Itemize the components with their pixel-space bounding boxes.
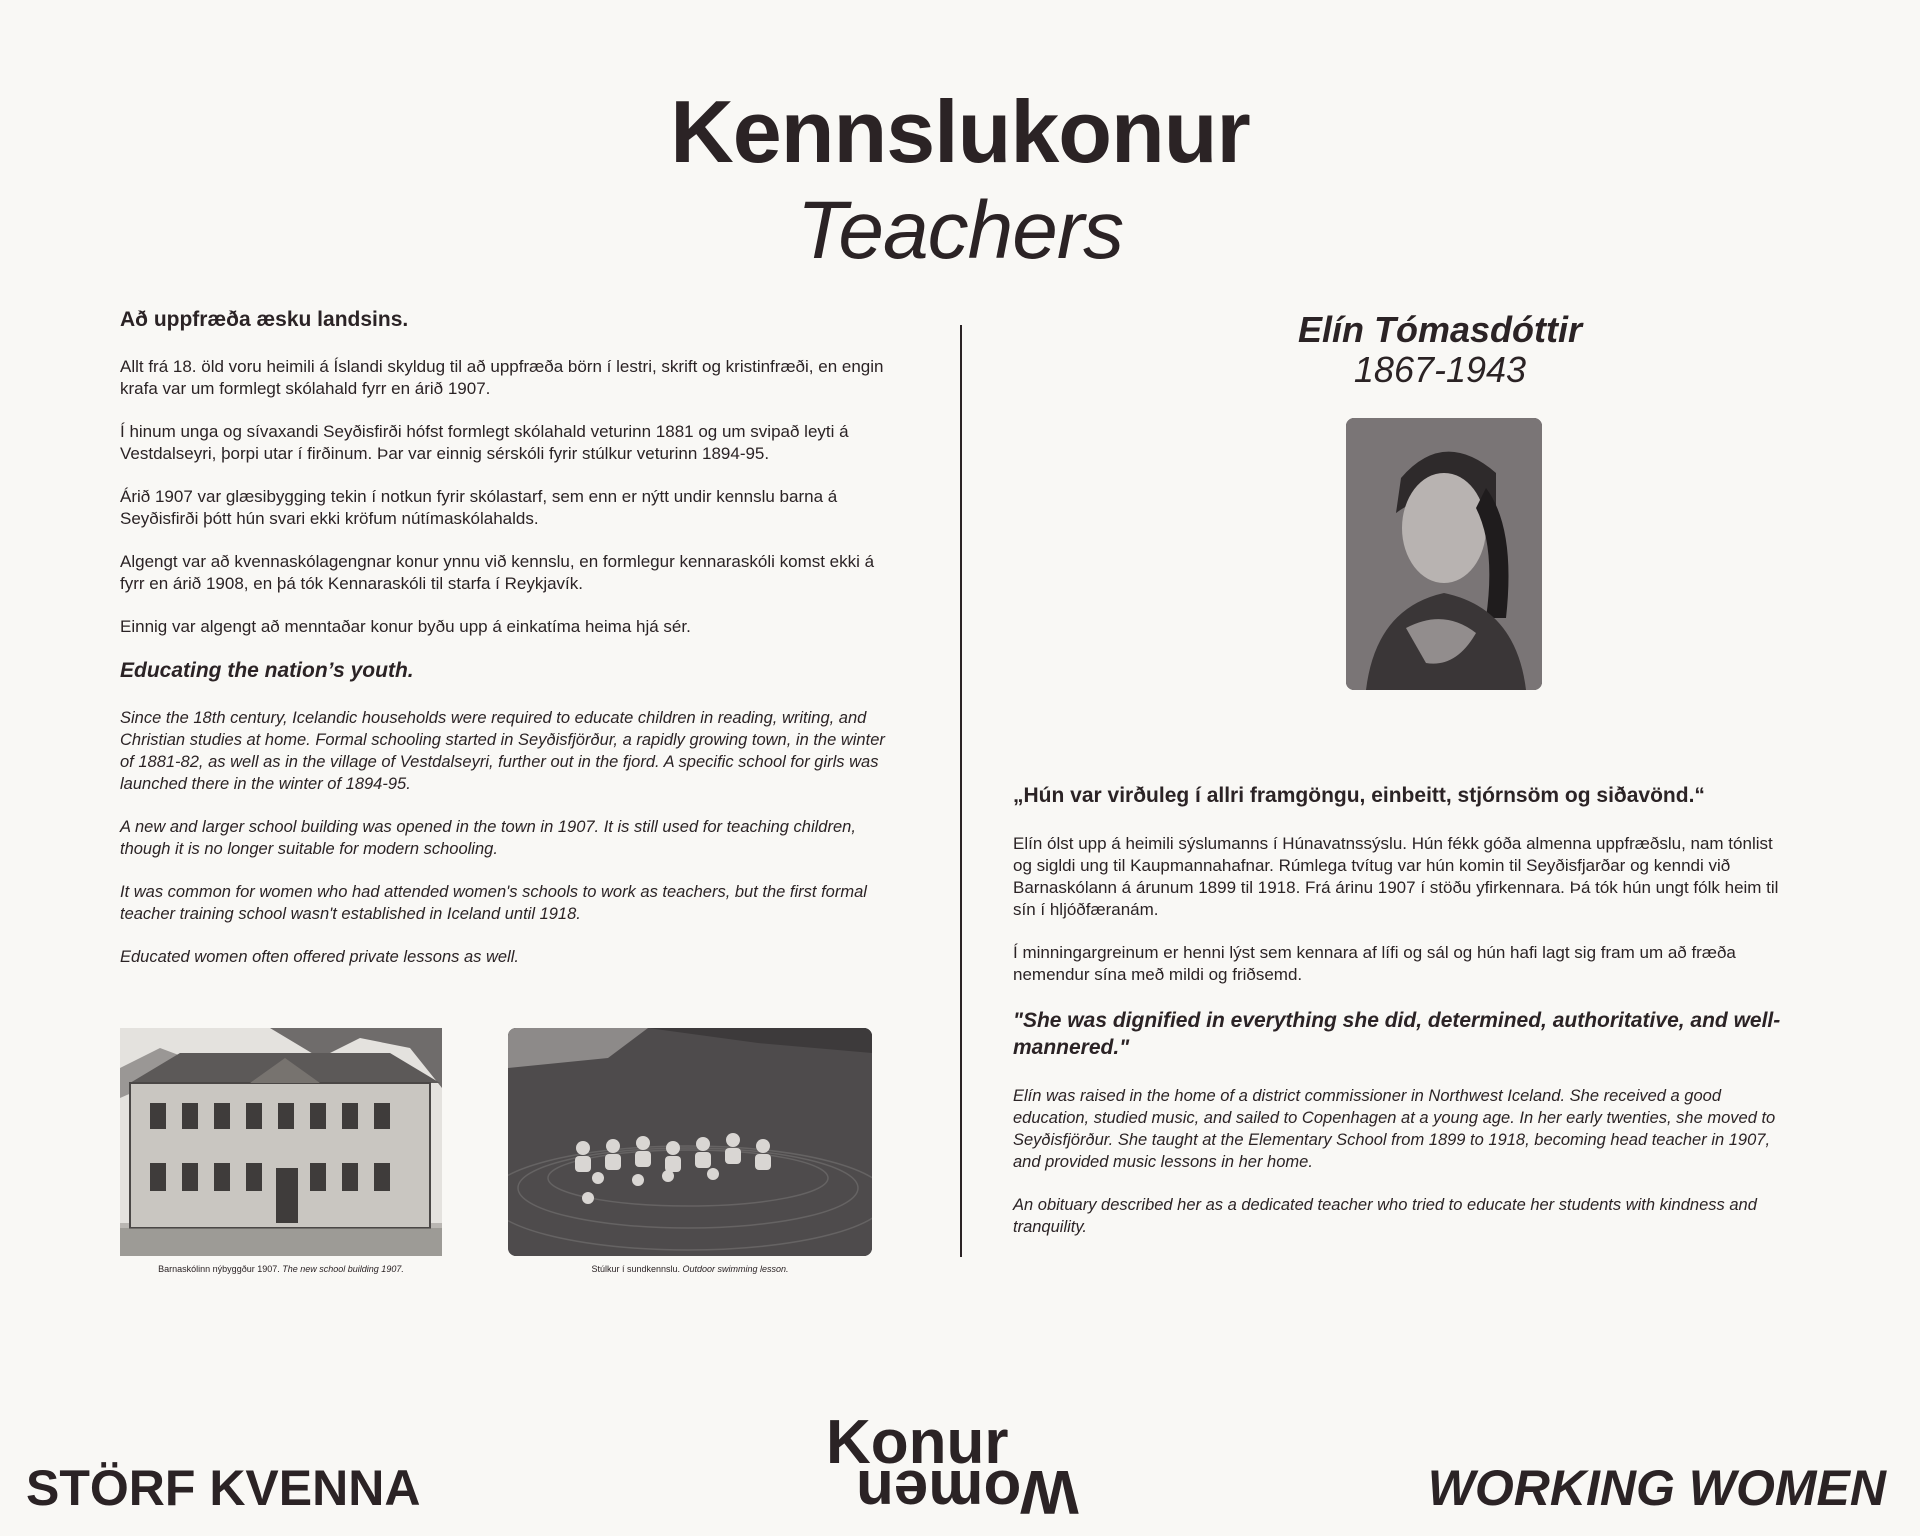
paragraph-en-4: Educated women often offered private lessons as well.	[120, 948, 519, 966]
person-years: 1867-1943	[1353, 349, 1527, 390]
footer-left-label: STÖRF KVENNA	[26, 1460, 421, 1516]
paragraph-is-4: Algengt var að kvennaskólagengnar konur ynnu við kennslu, en formlegur kennaraskóli komst ekki á fyrr en árið 1908, en þá tók Kennaraskóli til starfa í Reykjavík.	[120, 552, 875, 593]
page-subtitle: Teachers	[796, 185, 1124, 276]
column-divider	[960, 325, 962, 1257]
quote-english: "She was dignified in everything she did, determined, authoritative, and well-mannered."	[1013, 1009, 1781, 1059]
footer-right-label: WORKING WOMEN	[1427, 1460, 1886, 1516]
page-title: Kennslukonur	[670, 82, 1250, 181]
school-building-caption: Barnaskólinn nýbyggður 1907. The new school building 1907.	[158, 1264, 404, 1274]
paragraph-en-1: Since the 18th century, Icelandic households were required to educate children in reading, writing, and Christian studies at home. Formal schooling started in Seyðisfjörður, a rapidly growing town, in the winter of 1881-82, as well as in the village of Vestdalseyri, further out in the fjord. A specific school for girls was launched there in the winter of 1894-95.	[120, 709, 885, 793]
logo-women-inverted: Women	[856, 1457, 1079, 1526]
paragraph-is-5: Einnig var algengt að menntaðar konur byðu upp á einkatíma heima hjá sér.	[120, 617, 691, 636]
right-column	[1013, 782, 1793, 1259]
paragraph-en-3: It was common for women who had attended women's schools to work as teachers, but the first formal teacher training school wasn't established in Iceland until 1918.	[120, 883, 867, 923]
bio-en-1: Elín was raised in the home of a district commissioner in Northwest Iceland. She received a good education, studied music, and sailed to Copenhagen at a young age. In her early twenties, she moved to Seyðisfjörður. She taught at the Elementary School from 1899 to 1918, becoming head teacher in 1907, and provided music lessons in her home.	[1013, 1087, 1776, 1171]
bio-en-2: An obituary described her as a dedicated teacher who tried to educate her students with kindness and tranquility.	[1013, 1196, 1757, 1236]
swimming-lesson-photo	[508, 1028, 872, 1256]
swimming-lesson-caption: Stúlkur í sundkennslu. Outdoor swimming lesson.	[591, 1264, 789, 1274]
logo-konur: Konur	[826, 1408, 1009, 1477]
paragraph-is-2: Í hinum unga og sívaxandi Seyðisfirði hófst formlegt skólahald veturinn 1881 og um svipað leyti á Vestdalseyri, þorpi utar í firðinum. Þar var einnig sérskóli fyrir stúlkur veturinn 1894-95.	[120, 422, 849, 463]
left-column	[120, 308, 890, 989]
quote-icelandic: „Hún var virðuleg í allri framgöngu, einbeitt, stjórnsöm og siðavönd.“	[1013, 784, 1705, 807]
paragraph-is-1: Allt frá 18. öld voru heimili á Íslandi skyldug til að uppfræða börn í lestri, skrift og kristinfræði, en engin krafa var um formlegt skólahald fyrr en árið 1907.	[120, 357, 884, 398]
heading-english: Educating the nation’s youth.	[120, 659, 414, 682]
school-building-photo	[120, 1028, 442, 1256]
heading-icelandic: Að uppfræða æsku landsins.	[120, 308, 409, 331]
paragraph-is-3: Árið 1907 var glæsibygging tekin í notkun fyrir skólastarf, sem enn er nýtt undir kennslu barna á Seyðisfirði þótt hún svari ekki kröfum nútímaskólahalds.	[120, 487, 838, 528]
bio-is-1: Elín ólst upp á heimili sýslumanns í Húnavatnssýslu. Hún fékk góða almenna uppfræðslu, nam tónlist og sigldi ung til Kaupmannahafnar. Rúmlega tvítug var hún komin til Seyðisfjarðar og kenndi við Barnaskólann á árunum 1899 til 1918. Frá árinu 1907 í stöðu yfirkennara. Þá tók hún ungt fólk heim til sín í hljóðfæranám.	[1013, 834, 1779, 919]
portrait-photo	[1346, 418, 1542, 690]
paragraph-en-2: A new and larger school building was opened in the town in 1907. It is still used for teaching children, though it is no longer suitable for modern schooling.	[120, 818, 856, 858]
bio-is-2: Í minningargreinum er henni lýst sem kennara af lífi og sál og hún hafi lagt sig fram um að fræða nemendur sína með mildi og friðsemd.	[1013, 943, 1736, 984]
person-name: Elín Tómasdóttir	[1297, 309, 1582, 350]
